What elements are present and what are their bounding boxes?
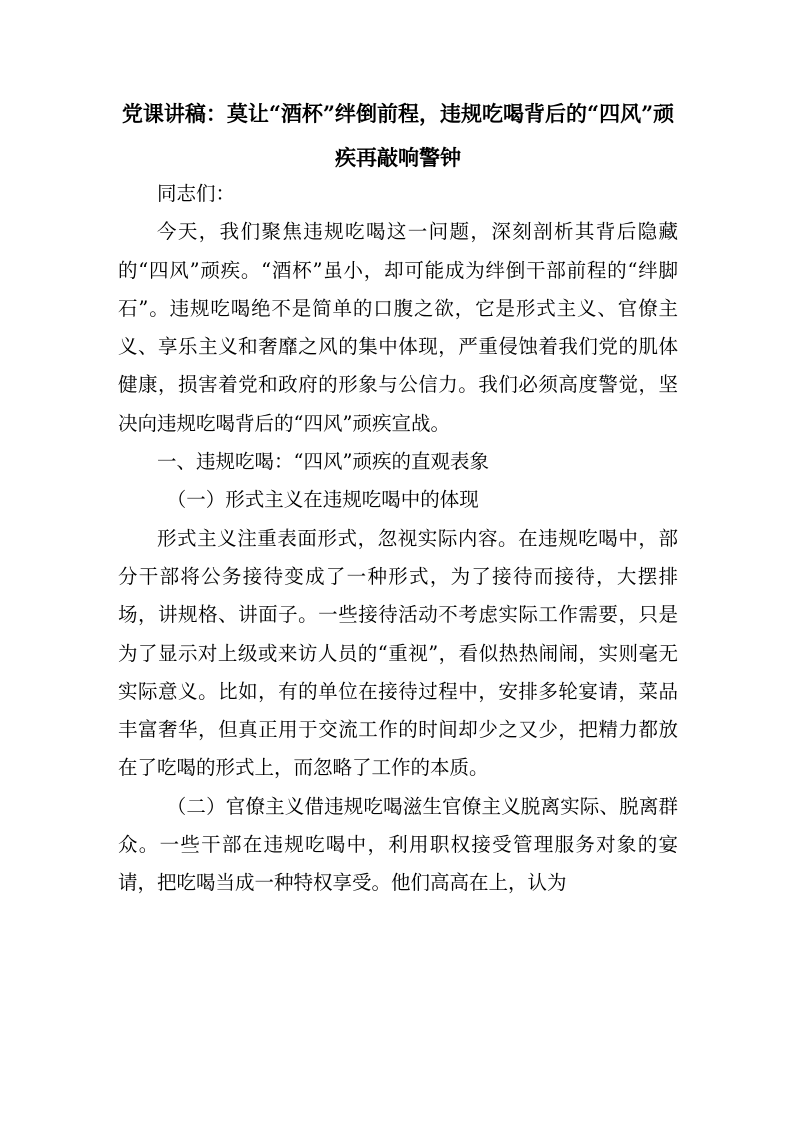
subsection-body-2: （二）官僚主义借违规吃喝滋生官僚主义脱离实际、脱离群众。一些干部在违规吃喝中，利用职权接受管理服务对象的宴请，把吃喝当成一种特权享受。他们高高在上，认为 [118, 794, 678, 895]
section-heading-1: 一、违规吃喝：“四风”顽疾的直观表象 [157, 450, 489, 474]
document-body [118, 175, 678, 903]
intro-paragraph: 今天，我们聚焦违规吃喝这一问题，深刻剖析其背后隐藏的“四风”顽疾。“酒杯”虽小，却可能成为绊倒干部前程的“绊脚石”。违规吃喝绝不是简单的口腹之欲，它是形式主义、官僚主义、享乐主义和奢靡之风的集中体现，严重侵蚀着我们党的肌体健康，损害着党和政府的形象与公信力。我们必须高度警觉，坚决向违规吃喝背后的“四风”顽疾宣战。 [118, 220, 678, 435]
document-title: 党课讲稿：莫让“酒杯”绊倒前程，违规吃喝背后的“四风”顽疾再敲响警钟 [121, 101, 675, 170]
subsection-body-1: 形式主义注重表面形式，忽视实际内容。在违规吃喝中，部分干部将公务接待变成了一种形式，为了接待而接待，大摆排场，讲规格、讲面子。一些接待活动不考虑实际工作需要，只是为了显示对上级或来访人员的“重视”，看似热热闹闹，实则毫无实际意义。比如，有的单位在接待过程中，安排多轮宴请，菜品丰富奢华，但真正用于交流工作的时间却少之又少，把精力都放在了吃喝的形式上，而忽略了工作的本质。 [118, 526, 678, 780]
greeting: 同志们： [157, 182, 236, 205]
subsection-heading-1: （一）形式主义在违规吃喝中的体现 [166, 488, 479, 512]
